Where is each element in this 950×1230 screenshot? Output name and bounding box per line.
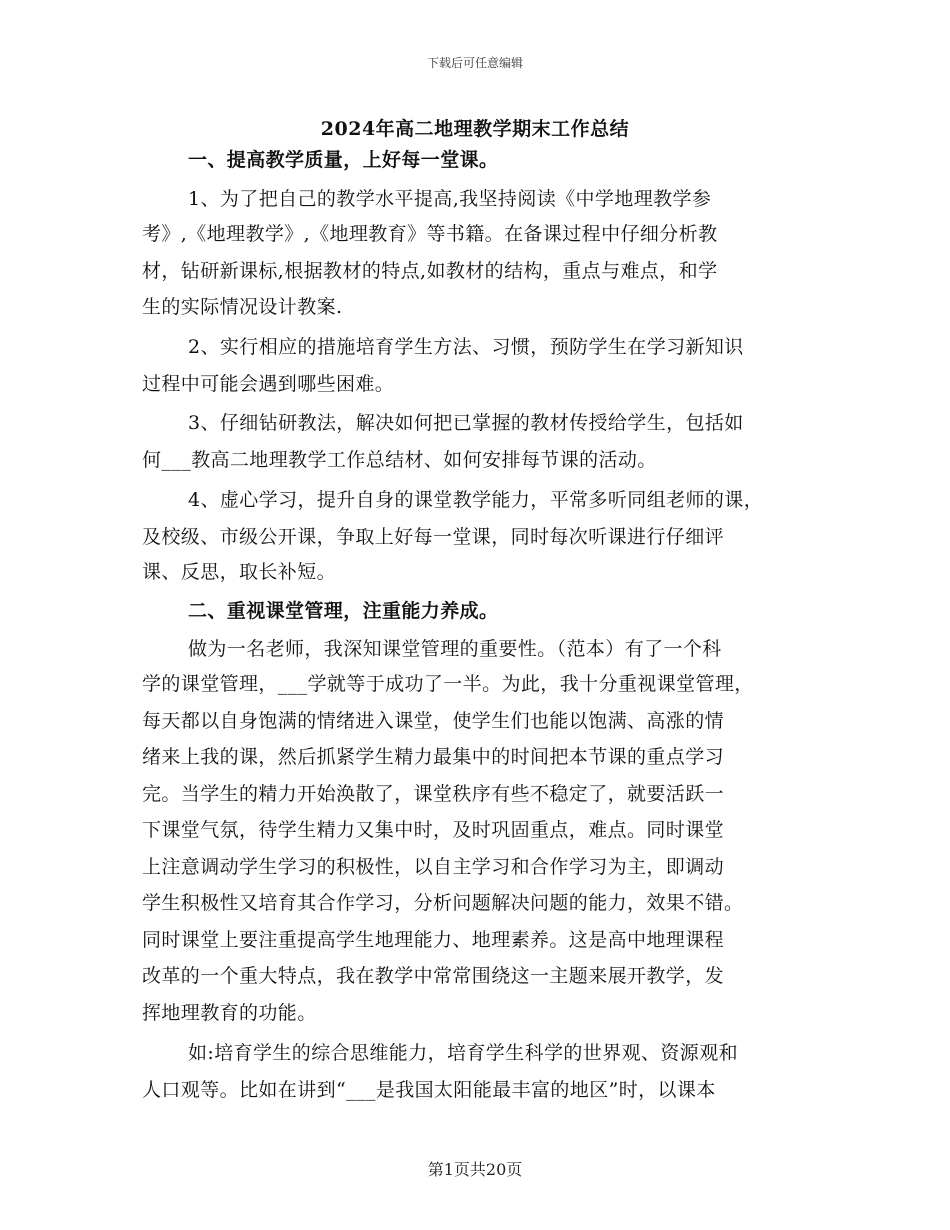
paragraph-line: 过程中可能会遇到哪些困难。: [142, 373, 395, 395]
paragraph-line: 1、为了把自己的教学水平提高,我坚持阅读《中学地理教学参: [188, 188, 712, 210]
document-title: 2024年高二地理教学期末工作总结: [320, 118, 630, 140]
paragraph-line: 生的实际情况设计教案.: [142, 296, 343, 318]
paragraph-line: 下课堂气氛，待学生精力又集中时，及时巩固重点，难点。同时课堂: [142, 819, 725, 841]
paragraph-line: 及校级、市级公开课，争取上好每一堂课，同时每次听课进行仔细评: [142, 526, 725, 548]
paragraph-line: 3、仔细钻研教法，解决如何把已掌握的教材传授给学生，包括如: [188, 412, 744, 434]
paragraph-line: 上注意调动学生学习的积极性，以自主学习和合作学习为主，即调动: [142, 856, 725, 878]
paragraph-line: 何___教高二地理教学工作总结材、如何安排每节课的活动。: [142, 449, 657, 471]
paragraph-line: 每天都以自身饱满的情绪进入课堂，使学生们也能以饱满、高涨的情: [142, 710, 725, 732]
paragraph-line: 绪来上我的课，然后抓紧学生精力最集中的时间把本节课的重点学习: [142, 746, 725, 768]
paragraph-line: 4、虚心学习，提升自身的课堂教学能力，平常多听同组老师的课，: [188, 489, 764, 511]
page-number-footer: 第1页共20页: [427, 1160, 523, 1179]
paragraph-line: 人口观等。比如在讲到“___是我国太阳能最丰富的地区”时，以课本: [142, 1079, 716, 1101]
paragraph-line: 学的课堂管理，___学就等于成功了一半。为此，我十分重视课堂管理，: [142, 673, 754, 695]
paragraph-line: 完。当学生的精力开始涣散了，课堂秩序有些不稳定了，就要活跃一: [142, 783, 725, 805]
paragraph-line: 挥地理教育的功能。: [142, 1002, 317, 1024]
paragraph-line: 学生积极性又培育其合作学习，分析问题解决问题的能力，效果不错。: [142, 892, 744, 914]
paragraph-line: 材，钻研新课标,根据教材的特点,如教材的结构，重点与难点，和学: [142, 260, 718, 282]
paragraph-line: 做为一名老师，我深知课堂管理的重要性。（范本）有了一个科: [188, 638, 722, 660]
paragraph-line: 改革的一个重大特点，我在教学中常常围绕这一主题来展开教学，发: [142, 965, 725, 987]
paragraph-line: 考》,《地理教学》,《地理教育》等书籍。在备课过程中仔细分析教: [142, 223, 718, 245]
section-heading: 一、提高教学质量，上好每一堂课。: [188, 149, 499, 171]
paragraph-line: 2、实行相应的措施培育学生方法、习惯，预防学生在学习新知识: [188, 336, 744, 358]
paragraph-line: 课、反思，取长补短。: [142, 561, 337, 583]
header-note: 下载后可任意编辑: [426, 56, 523, 70]
paragraph-line: 如:培育学生的综合思维能力，培育学生科学的世界观、资源观和: [188, 1042, 739, 1064]
section-heading: 二、重视课堂管理，注重能力养成。: [188, 600, 499, 622]
paragraph-line: 同时课堂上要注重提高学生地理能力、地理素养。这是高中地理课程: [142, 929, 725, 951]
